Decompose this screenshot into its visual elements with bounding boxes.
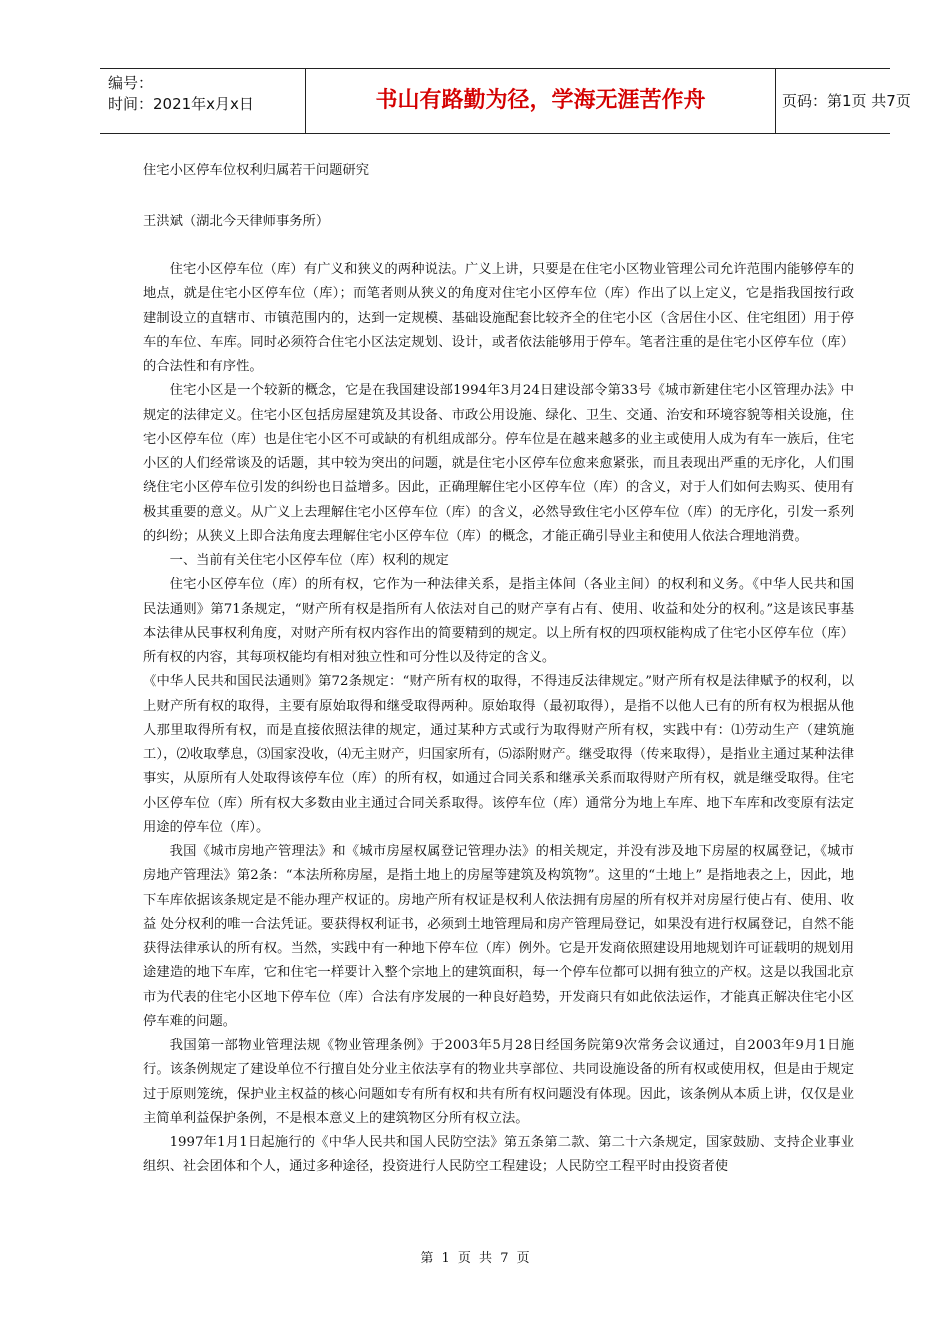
paragraph: 住宅小区是一个较新的概念，它是在我国建设部1994年3月24日建设部令第33号《城市新建住宅小区管理办法》中规定的法律定义。住宅小区包括房屋建筑及其设备、市政公用设施、绿化、卫生、交通、治安和环境容貌等相关设施，住宅小区停车位（库）也是住宅小区不可或缺的有机组成部分。停车位是在越来越多的业主或使用人成为有车一族后，住宅小区的人们经常谈及的话题，其中较为突出的问题，就是住宅小区停车位愈来愈紧张，而且表现出严重的无序化，人们围绕住宅小区停车位引发的纠纷也日益增多。因此，正确理解住宅小区停车位（库）的含义，对于人们如何去购买、使用有极其重要的意义。从广义上去理解住宅小区停车位（库）的含义，必然导致住宅小区停车位（库）的无序化，引发一系列的纠纷；从狭义上即合法角度去理解住宅小区停车位（库）的概念，才能正确引导业主和使用人依法合理地消费。 xyxy=(143,383,854,544)
time-label: 时间：2021年x月x日 xyxy=(108,95,254,113)
paragraph: 住宅小区停车位（库）有广义和狭义的两种说法。广义上讲，只要是在住宅小区物业管理公司允许范围内能够停车的地点，就是住宅小区停车位（库）；而笔者则从狭义的角度对住宅小区停车位（库）作出了以上定义，它是指我国按行政建制设立的直辖市、市镇范围内的，达到一定规模、基础设施配套比较齐全的住宅小区（含居住小区、住宅组团）用于停车的车位、车库。同时必须符合住宅小区法定规划、设计，或者依法能够用于停车。笔者注重的是住宅小区停车位（库）的合法性和有序性。 xyxy=(143,262,854,374)
section-heading: 一、当前有关住宅小区停车位（库）权利的规定 xyxy=(169,553,449,568)
paragraph: 1997年1月1日起施行的《中华人民共和国人民防空法》第五条第二款、第二十六条规定，国家鼓励、支持企业事业组织、社会团体和个人，通过多种途径，投资进行人民防空工程建设；人民防空工程平时由投资者使 xyxy=(143,1135,854,1175)
header-motto: 书山有路勤为径，学海无涯苦作舟 xyxy=(305,69,776,133)
document-body xyxy=(143,258,854,1180)
page-footer: 第 1 页 共 7 页 xyxy=(420,1251,530,1266)
document-author: 王洪斌（湖北今天律师事务所） xyxy=(143,214,330,229)
page-header xyxy=(100,68,911,134)
number-label: 编号： xyxy=(108,74,154,92)
paragraph: 我国《城市房地产管理法》和《城市房屋权属登记管理办法》的相关规定，并没有涉及地下房屋的权属登记，《城市房地产管理法》第2条：“本法所称房屋，是指土地上的房屋等建筑及构筑物”。这里的“土地上” 是指地表之上，因此，地下车库依据该条规定是不能办理产权证的。房地产所有权证是权利人依法拥有房屋的所有权并对房屋行使占有、使用、收益 处分权利的唯一合法凭证。要获得权利证书，必须到土地管理局和房产管理局登记，如果没有进行权属登记，自然不能获得法律承认的所有权。当然，实践中有一种地下停车位（库）例外。它是开发商依照建设用地规划许可证载明的规划用途建造的地下车库，它和住宅一样要计入整个宗地上的建筑面积，每一个停车位都可以拥有独立的产权。这是以我国北京市为代表的住宅小区地下停车位（库）合法有序发展的一种良好趋势，开发商只有如此依法运作，才能真正解决住宅小区停车难的问题。 xyxy=(143,844,854,1029)
header-page-info: 页码：第1页 共7页 xyxy=(782,92,911,110)
paragraph: 住宅小区停车位（库）的所有权，它作为一种法律关系，是指主体间（各业主间）的权利和义务。《中华人民共和国民法通则》第71条规定，“财产所有权是指所有人依法对自己的财产享有占有、使用、收益和处分的权利。”这是该民事基本法律从民事权利角度，对财产所有权内容作出的简要精到的规定。以上所有权的四项权能构成了住宅小区停车位（库）所有权的内容，其每项权能均有相对独立性和可分性以及待定的含义。 xyxy=(143,577,854,665)
document-title: 住宅小区停车位权利归属若干问题研究 xyxy=(143,163,370,178)
paragraph: 《中华人民共和国民法通则》第72条规定：“财产所有权的取得，不得违反法律规定。”财产所有权是法律赋予的权利，以上财产所有权的取得，主要有原始取得和继受取得两种。原始取得（最初取得），是指不以他人已有的所有权为根据从他人那里取得所有权，而是直接依照法律的规定，通过某种方式或行为取得财产所有权，实践中有：⑴劳动生产（建筑施工），⑵收取孳息，⑶国家没收，⑷无主财产，归国家所有，⑸添附财产。继受取得（传来取得），是指业主通过某种法律事实，从原所有人处取得该停车位（库）的所有权，如通过合同关系和继承关系而取得财产所有权，就是继受取得。住宅小区停车位（库）所有权大多数由业主通过合同关系取得。该停车位（库）通常分为地上车库、地下车库和改变原有法定用途的停车位（库）。 xyxy=(143,674,854,835)
header-meta xyxy=(100,69,305,133)
paragraph: 我国第一部物业管理法规《物业管理条例》于2003年5月28日经国务院第9次常务会议通过，自2003年9月1日施行。该条例规定了建设单位不行擅自处分业主依法享有的物业共享部位、共同设施设备的所有权或使用权，但是由于规定过于原则笼统，保护业主权益的核心问题如专有所有权和共有所有权问题没有体现。因此，该条例从本质上讲，仅仅是业主简单利益保护条例，不是根本意义上的建筑物区分所有权立法。 xyxy=(143,1038,854,1126)
